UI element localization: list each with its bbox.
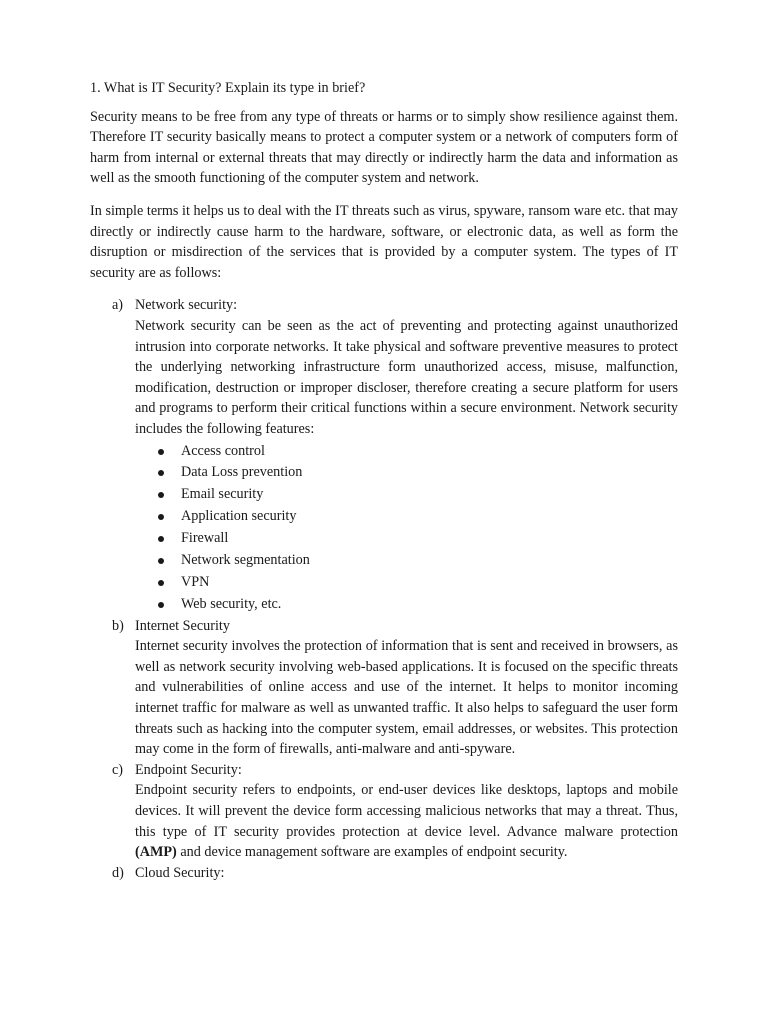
list-item [135, 484, 678, 505]
feature-label: Network segmentation [181, 551, 310, 568]
section-body: Internet security involves the protection of information that is sent and received in browsers, as well as network security involving web-based applications. It is focused on the specific threats and vulnerabilities of online access and use of the internet. It helps to monitor incoming internet traffic for malware as well as unwanted traffic. It also helps to safeguard the user form threats such as hacking into the computer system, email addresses, or websites. This protection may come in the form of firewalls, anti-malware and anti-spyware. [135, 638, 678, 758]
bullet-icon [158, 536, 164, 542]
list-item [135, 550, 678, 571]
section-internet-security [90, 616, 678, 760]
body-text-after: and device management software are examples of endpoint security. [176, 844, 568, 861]
section-endpoint-security [90, 760, 678, 863]
bullet-icon [158, 470, 164, 476]
bullet-icon [158, 580, 164, 586]
section-marker: a) [112, 297, 124, 314]
section-cloud-security [90, 863, 678, 884]
list-item [135, 506, 678, 527]
body-text-bold: (AMP) [135, 844, 177, 861]
list-item [135, 462, 678, 483]
security-types-list [90, 295, 678, 883]
list-item [135, 594, 678, 615]
section-title: Endpoint Security: [135, 761, 242, 778]
bullet-icon [158, 514, 164, 520]
section-title: Network security: [135, 297, 238, 314]
intro-paragraph-2: In simple terms it helps us to deal with the IT threats such as virus, spyware, ransom ware etc. that may directly or indirectly cause harm to the hardware, software, or electronic data, as well as form the disruption or misdirection of the services that is provided by a computer system. The types of IT security are as follows: [90, 202, 678, 281]
list-item [135, 572, 678, 593]
question-heading: 1. What is IT Security? Explain its type in brief? [90, 80, 366, 96]
bullet-icon [158, 492, 164, 498]
feature-label: Web security, etc. [181, 595, 282, 612]
section-marker: b) [112, 617, 124, 634]
intro-paragraph-1: Security means to be free from any type of threats or harms or to simply show resilience against them. Therefore IT security basically means to protect a computer system or a network of computers form of harm from internal or external threats that may directly or indirectly harm the data and information as well as the smooth functioning of the computer system and network. [90, 108, 678, 187]
bullet-icon [158, 449, 164, 455]
body-text-before: Endpoint security refers to endpoints, or end-user devices like desktops, laptops and mobile devices. It will prevent the device form accessing malicious networks that may a threat. Thus, this type of IT security provides protection at device level. Advance malware protection [135, 782, 678, 840]
section-marker: d) [112, 864, 124, 881]
section-body: Network security can be seen as the act of preventing and protecting against unauthorized intrusion into corporate networks. It take physical and software preventive measures to protect the underlying networking infrastructure form unauthorized access, misuse, malfunction, modification, destruction or improper discloser, therefore creating a secure platform for users and programs to perform their critical functions within a secure environment. Network security includes the following features: [135, 317, 678, 437]
section-body [135, 780, 678, 862]
feature-label: VPN [181, 573, 210, 590]
bullet-icon [158, 558, 164, 564]
section-title: Internet Security [135, 617, 230, 634]
bullet-icon [158, 602, 164, 608]
section-network-security [90, 295, 678, 614]
network-security-features-list [135, 441, 678, 615]
list-item [135, 441, 678, 462]
section-marker: c) [112, 761, 124, 778]
list-item [135, 528, 678, 549]
feature-label: Email security [181, 486, 264, 503]
feature-label: Firewall [181, 530, 229, 547]
feature-label: Application security [181, 508, 297, 525]
feature-label: Data Loss prevention [181, 464, 303, 481]
section-title: Cloud Security: [135, 864, 225, 881]
feature-label: Access control [181, 442, 265, 459]
